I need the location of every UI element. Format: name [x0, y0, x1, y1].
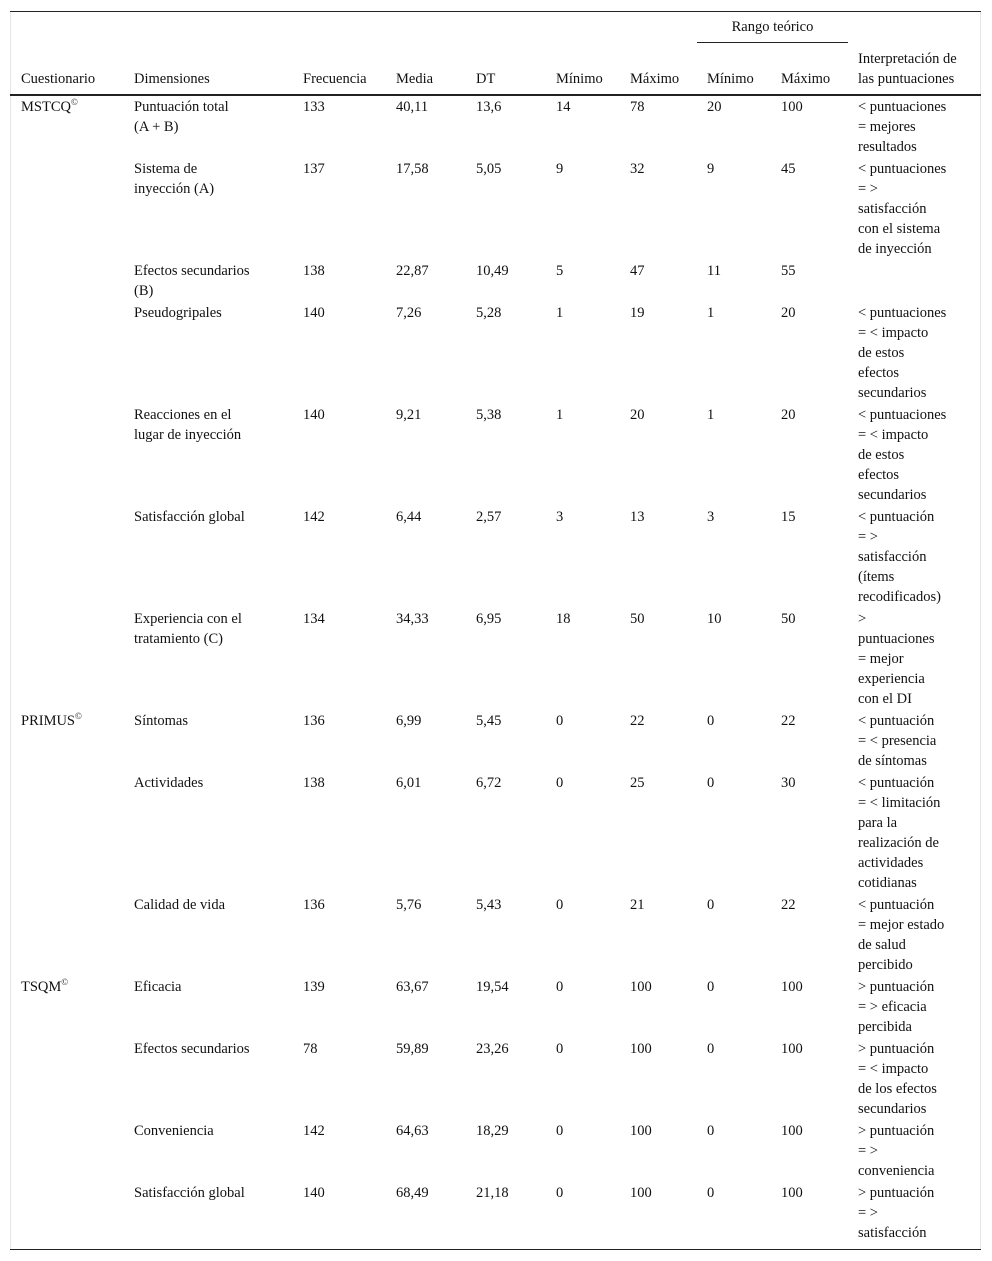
dimension-cell: Satisfacción global [134, 1185, 245, 1201]
media-cell: 63,67 [396, 979, 429, 995]
minimo-cell: 0 [556, 979, 564, 995]
dt-cell: 21,18 [476, 1185, 509, 1201]
copyright-mark: © [61, 977, 69, 987]
dimension-cell: Efectos secundarios (B) [134, 263, 250, 299]
cuestionario-name: MSTCQ [21, 99, 71, 115]
dt-cell: 13,6 [476, 99, 502, 115]
interpretacion-cell: < puntuación = > satisfacción (ítems recodificados) [858, 509, 941, 605]
maximo-cell: 100 [630, 1185, 652, 1201]
minimo-cell: 0 [556, 897, 564, 913]
media-cell: 64,63 [396, 1123, 429, 1139]
dt-cell: 2,57 [476, 509, 502, 525]
minimo-cell: 0 [556, 1041, 564, 1057]
media-cell: 6,01 [396, 775, 422, 791]
dt-cell: 5,05 [476, 161, 502, 177]
teorico-maximo-cell: 15 [781, 509, 796, 525]
media-cell: 6,44 [396, 509, 422, 525]
maximo-cell: 21 [630, 897, 645, 913]
rango-teorico-heading: Rango teórico [731, 19, 814, 35]
frecuencia-cell: 136 [303, 897, 325, 913]
dt-cell: 19,54 [476, 979, 509, 995]
teorico-maximo-cell: 100 [781, 99, 803, 115]
teorico-maximo-cell: 55 [781, 263, 796, 279]
media-cell: 40,11 [396, 99, 429, 115]
interpretacion-cell: > puntuación = > eficacia percibida [858, 979, 935, 1035]
teorico-minimo-cell: 11 [707, 263, 721, 279]
minimo-cell: 1 [556, 305, 564, 321]
dimension-cell: Pseudogripales [134, 305, 222, 321]
minimo-cell: 9 [556, 161, 564, 177]
interpretacion-cell: < puntuaciones = > satisfacción con el sistema de inyección [858, 161, 947, 257]
teorico-maximo-cell: 20 [781, 305, 796, 321]
copyright-mark: © [75, 711, 82, 721]
col-header-dimensiones: Dimensiones [134, 71, 210, 87]
minimo-cell: 0 [556, 1123, 564, 1139]
teorico-minimo-cell: 0 [707, 1123, 715, 1139]
teorico-maximo-cell: 100 [781, 979, 803, 995]
media-cell: 22,87 [396, 263, 429, 279]
minimo-cell: 0 [556, 1185, 564, 1201]
table-header-rule [10, 94, 981, 96]
maximo-cell: 78 [630, 99, 645, 115]
col-header-cuestionario: Cuestionario [21, 71, 96, 87]
minimo-cell: 1 [556, 407, 564, 423]
frecuencia-cell: 78 [303, 1041, 318, 1057]
media-cell: 17,58 [396, 161, 429, 177]
teorico-minimo-cell: 0 [707, 1185, 715, 1201]
col-header-media: Media [396, 71, 434, 87]
frecuencia-cell: 138 [303, 263, 325, 279]
teorico-minimo-cell: 0 [707, 1041, 715, 1057]
frecuencia-cell: 140 [303, 305, 325, 321]
media-cell: 68,49 [396, 1185, 429, 1201]
dimension-cell: Síntomas [134, 713, 188, 729]
frecuencia-cell: 140 [303, 1185, 325, 1201]
interpretacion-cell: < puntuaciones = mejores resultados [858, 99, 947, 155]
minimo-cell: 3 [556, 509, 564, 525]
col-header-minimo: Mínimo [556, 71, 603, 87]
interpretacion-cell: < puntuaciones = < impacto de estos efectos secundarios [858, 407, 947, 503]
dimension-cell: Eficacia [134, 979, 182, 995]
interpretacion-cell: > puntuación = > conveniencia [858, 1123, 935, 1179]
col-header-dt: DT [476, 71, 496, 87]
media-cell: 5,76 [396, 897, 422, 913]
teorico-maximo-cell: 22 [781, 713, 796, 729]
maximo-cell: 47 [630, 263, 645, 279]
minimo-cell: 0 [556, 713, 564, 729]
dt-cell: 5,45 [476, 713, 502, 729]
teorico-maximo-cell: 100 [781, 1185, 803, 1201]
frecuencia-cell: 140 [303, 407, 325, 423]
maximo-cell: 100 [630, 1123, 652, 1139]
rango-teorico-rule [697, 42, 848, 43]
dimension-cell: Puntuación total (A + B) [134, 99, 229, 135]
frecuencia-cell: 134 [303, 611, 325, 627]
col-header-maximo: Máximo [630, 71, 680, 87]
minimo-cell: 0 [556, 775, 564, 791]
teorico-minimo-cell: 1 [707, 305, 715, 321]
teorico-maximo-cell: 50 [781, 611, 796, 627]
media-cell: 59,89 [396, 1041, 429, 1057]
dimension-cell: Actividades [134, 775, 204, 791]
interpretacion-cell: < puntuaciones = < impacto de estos efectos secundarios [858, 305, 947, 401]
maximo-cell: 25 [630, 775, 645, 791]
dimension-cell: Satisfacción global [134, 509, 245, 525]
dimension-cell: Conveniencia [134, 1123, 214, 1139]
dimension-cell: Experiencia con el tratamiento (C) [134, 611, 242, 647]
minimo-cell: 5 [556, 263, 564, 279]
dt-cell: 23,26 [476, 1041, 509, 1057]
cuestionario-cell [21, 711, 82, 731]
frecuencia-cell: 137 [303, 161, 325, 177]
minimo-cell: 18 [556, 611, 571, 627]
frecuencia-cell: 133 [303, 99, 325, 115]
interpretacion-cell: < puntuación = < limitación para la realización de actividades cotidianas [858, 775, 941, 891]
dimension-cell: Reacciones en el lugar de inyección [134, 407, 242, 443]
dt-cell: 10,49 [476, 263, 509, 279]
table-top-rule [10, 11, 981, 12]
interpretacion-cell: < puntuación = mejor estado de salud percibido [858, 897, 945, 973]
col-header-teorico-maximo: Máximo [781, 71, 831, 87]
maximo-cell: 13 [630, 509, 645, 525]
dt-cell: 5,28 [476, 305, 502, 321]
minimo-cell: 14 [556, 99, 571, 115]
teorico-minimo-cell: 1 [707, 407, 715, 423]
cuestionario-cell [21, 97, 78, 117]
teorico-minimo-cell: 10 [707, 611, 722, 627]
copyright-mark: © [70, 97, 78, 107]
dt-cell: 6,95 [476, 611, 502, 627]
teorico-maximo-cell: 20 [781, 407, 796, 423]
maximo-cell: 100 [630, 979, 652, 995]
dimension-cell: Calidad de vida [134, 897, 226, 913]
teorico-maximo-cell: 30 [781, 775, 796, 791]
frecuencia-cell: 138 [303, 775, 325, 791]
teorico-minimo-cell: 0 [707, 775, 715, 791]
maximo-cell: 100 [630, 1041, 652, 1057]
cuestionario-name: PRIMUS [21, 713, 75, 729]
teorico-maximo-cell: 22 [781, 897, 796, 913]
frecuencia-cell: 136 [303, 713, 325, 729]
maximo-cell: 32 [630, 161, 645, 177]
maximo-cell: 22 [630, 713, 645, 729]
dt-cell: 5,43 [476, 897, 502, 913]
teorico-maximo-cell: 45 [781, 161, 796, 177]
dt-cell: 18,29 [476, 1123, 509, 1139]
teorico-maximo-cell: 100 [781, 1041, 803, 1057]
col-header-interpretacion: Interpretación de las puntuaciones [858, 51, 957, 87]
teorico-minimo-cell: 0 [707, 897, 715, 913]
frecuencia-cell: 142 [303, 1123, 325, 1139]
frecuencia-cell: 139 [303, 979, 325, 995]
dt-cell: 6,72 [476, 775, 502, 791]
interpretacion-cell: < puntuación = < presencia de síntomas [858, 713, 937, 769]
teorico-minimo-cell: 20 [707, 99, 722, 115]
dt-cell: 5,38 [476, 407, 502, 423]
teorico-minimo-cell: 3 [707, 509, 715, 525]
col-header-teorico-minimo: Mínimo [707, 71, 754, 87]
media-cell: 6,99 [396, 713, 422, 729]
table-bottom-rule [10, 1249, 981, 1250]
dimension-cell: Sistema de inyección (A) [134, 161, 215, 197]
teorico-minimo-cell: 0 [707, 713, 715, 729]
interpretacion-cell: > puntuaciones = mejor experiencia con el DI [858, 611, 935, 707]
media-cell: 34,33 [396, 611, 429, 627]
teorico-minimo-cell: 0 [707, 979, 715, 995]
cuestionario-name: TSQM [21, 979, 62, 995]
teorico-maximo-cell: 100 [781, 1123, 803, 1139]
teorico-minimo-cell: 9 [707, 161, 715, 177]
dimension-cell: Efectos secundarios [134, 1041, 250, 1057]
maximo-cell: 50 [630, 611, 645, 627]
media-cell: 7,26 [396, 305, 422, 321]
col-header-frecuencia: Frecuencia [303, 71, 367, 87]
maximo-cell: 20 [630, 407, 645, 423]
interpretacion-cell: > puntuación = > satisfacción [858, 1185, 935, 1241]
interpretacion-cell: > puntuación = < impacto de los efectos secundarios [858, 1041, 937, 1117]
media-cell: 9,21 [396, 407, 422, 423]
maximo-cell: 19 [630, 305, 645, 321]
cuestionario-cell [21, 977, 68, 997]
frecuencia-cell: 142 [303, 509, 325, 525]
